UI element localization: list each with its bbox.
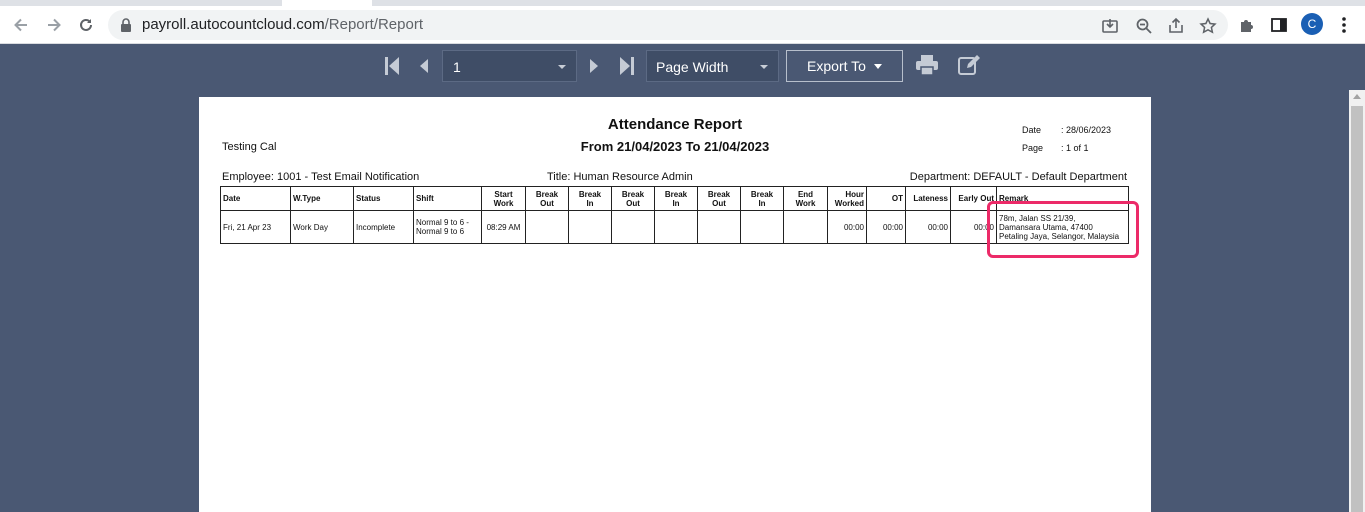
report-date-range: From 21/04/2023 To 21/04/2023 xyxy=(580,139,770,154)
scrollbar-thumb[interactable] xyxy=(1351,106,1363,512)
edit-icon[interactable] xyxy=(957,53,983,77)
date-value: : 28/06/2023 xyxy=(1061,125,1112,135)
col-break-in-3-line2: In xyxy=(758,198,766,208)
page-number-value: 1 xyxy=(453,59,461,75)
col-hour-worked-line2: Worked xyxy=(834,198,864,208)
star-icon[interactable] xyxy=(1198,16,1218,36)
first-page-icon[interactable] xyxy=(382,54,402,78)
col-start-work-line1: Start xyxy=(494,189,513,199)
profile-avatar[interactable]: C xyxy=(1301,13,1323,35)
export-label: Export To xyxy=(807,58,866,74)
share-icon[interactable] xyxy=(1166,16,1186,36)
cell-early-out: 00:00 xyxy=(951,211,997,244)
next-page-icon[interactable] xyxy=(586,56,602,76)
url-text xyxy=(142,16,423,33)
col-break-out-2-line2: Out xyxy=(626,198,640,208)
cell-remark-line1: 78m, Jalan SS 21/39, xyxy=(999,213,1076,223)
col-break-in-line2: In xyxy=(586,198,594,208)
print-icon[interactable] xyxy=(915,53,939,77)
menu-icon[interactable] xyxy=(1331,12,1357,38)
report-page-count xyxy=(1022,143,1089,153)
cell-start-work: 08:29 AM xyxy=(482,211,526,244)
col-hour-worked xyxy=(828,187,867,211)
page-label: Page xyxy=(1022,143,1044,153)
report-title: Attendance Report xyxy=(607,116,743,133)
col-break-out-line2: Out xyxy=(540,198,554,208)
chevron-down-icon xyxy=(760,65,768,69)
remark-highlight-box xyxy=(987,201,1139,258)
cell-shift xyxy=(414,211,482,244)
prev-page-icon[interactable] xyxy=(416,56,432,76)
export-button[interactable] xyxy=(786,50,903,82)
zoom-select[interactable] xyxy=(646,50,779,82)
employee-line: Employee: 1001 - Test Email Notification xyxy=(222,171,420,183)
cell-hour-worked: 00:00 xyxy=(828,211,867,244)
col-break-in xyxy=(569,187,612,211)
url-host: payroll.autocountcloud.com xyxy=(142,16,325,33)
address-bar[interactable] xyxy=(108,10,1228,40)
cell-break-in xyxy=(569,211,612,244)
col-wtype: W.Type xyxy=(291,187,354,211)
chevron-down-icon xyxy=(558,65,566,69)
page-number-select[interactable] xyxy=(442,50,577,82)
cell-status: Incomplete xyxy=(354,211,414,244)
cell-break-out-2 xyxy=(612,211,655,244)
cell-end-work xyxy=(784,211,828,244)
date-label: Date xyxy=(1022,125,1042,135)
col-break-out-2 xyxy=(612,187,655,211)
col-break-in-3-line1: Break xyxy=(750,189,774,199)
report-date xyxy=(1022,125,1112,135)
cell-shift-line2: Normal 9 to 6 xyxy=(416,227,465,236)
col-lateness: Lateness xyxy=(906,187,951,211)
cell-shift-line1: Normal 9 to 6 - xyxy=(416,218,469,227)
side-panel-icon[interactable] xyxy=(1266,12,1292,38)
reload-icon[interactable] xyxy=(73,12,99,38)
col-break-in-2-line2: In xyxy=(672,198,680,208)
caret-down-icon xyxy=(874,64,882,69)
col-remark: Remark xyxy=(997,187,1129,211)
cell-remark-line3: Petaling Jaya, Selangor, Malaysia xyxy=(999,231,1120,241)
col-status: Status xyxy=(354,187,414,211)
col-ot: OT xyxy=(867,187,906,211)
url-path: /Report/Report xyxy=(324,16,423,33)
cell-break-out xyxy=(526,211,569,244)
col-break-in-line1: Break xyxy=(578,189,602,199)
scroll-up-arrow-icon[interactable] xyxy=(1353,94,1361,99)
col-start-work-line2: Work xyxy=(493,198,514,208)
col-early-out: Early Out xyxy=(951,187,997,211)
cell-remark-line2: Damansara Utama, 47400 xyxy=(999,222,1093,232)
col-break-out-3 xyxy=(698,187,741,211)
cell-break-out-3 xyxy=(698,211,741,244)
col-shift: Shift xyxy=(414,187,482,211)
zoom-value: Page Width xyxy=(656,59,729,75)
col-start-work xyxy=(482,187,526,211)
extensions-icon[interactable] xyxy=(1234,12,1260,38)
zoom-out-icon[interactable] xyxy=(1134,16,1154,36)
cell-lateness: 00:00 xyxy=(906,211,951,244)
back-icon[interactable] xyxy=(8,12,34,38)
cell-break-in-2 xyxy=(655,211,698,244)
cell-ot: 00:00 xyxy=(867,211,906,244)
col-break-out-2-line1: Break xyxy=(621,189,645,199)
cell-wtype: Work Day xyxy=(291,211,354,244)
col-break-out-line1: Break xyxy=(535,189,559,199)
col-end-work-line2: Work xyxy=(795,198,816,208)
lock-icon xyxy=(120,18,132,37)
last-page-icon[interactable] xyxy=(617,54,637,78)
company-name: Testing Cal xyxy=(222,141,277,153)
browser-toolbar xyxy=(0,6,1365,44)
page-value: : 1 of 1 xyxy=(1061,143,1089,153)
col-break-in-2-line1: Break xyxy=(664,189,688,199)
col-break-out xyxy=(526,187,569,211)
cell-date: Fri, 21 Apr 23 xyxy=(221,211,291,244)
install-icon[interactable] xyxy=(1100,16,1120,36)
col-break-out-3-line2: Out xyxy=(712,198,726,208)
col-date: Date xyxy=(221,187,291,211)
forward-icon[interactable] xyxy=(41,12,67,38)
department-line: Department: DEFAULT - Default Department xyxy=(909,171,1127,183)
col-break-in-2 xyxy=(655,187,698,211)
col-hour-worked-line1: Hour xyxy=(845,189,864,199)
col-break-in-3 xyxy=(741,187,784,211)
report-page xyxy=(199,97,1151,512)
col-end-work xyxy=(784,187,828,211)
cell-break-in-3 xyxy=(741,211,784,244)
col-break-out-3-line1: Break xyxy=(707,189,731,199)
col-end-work-line1: End xyxy=(797,189,814,199)
title-line: Title: Human Resource Admin xyxy=(547,171,693,183)
